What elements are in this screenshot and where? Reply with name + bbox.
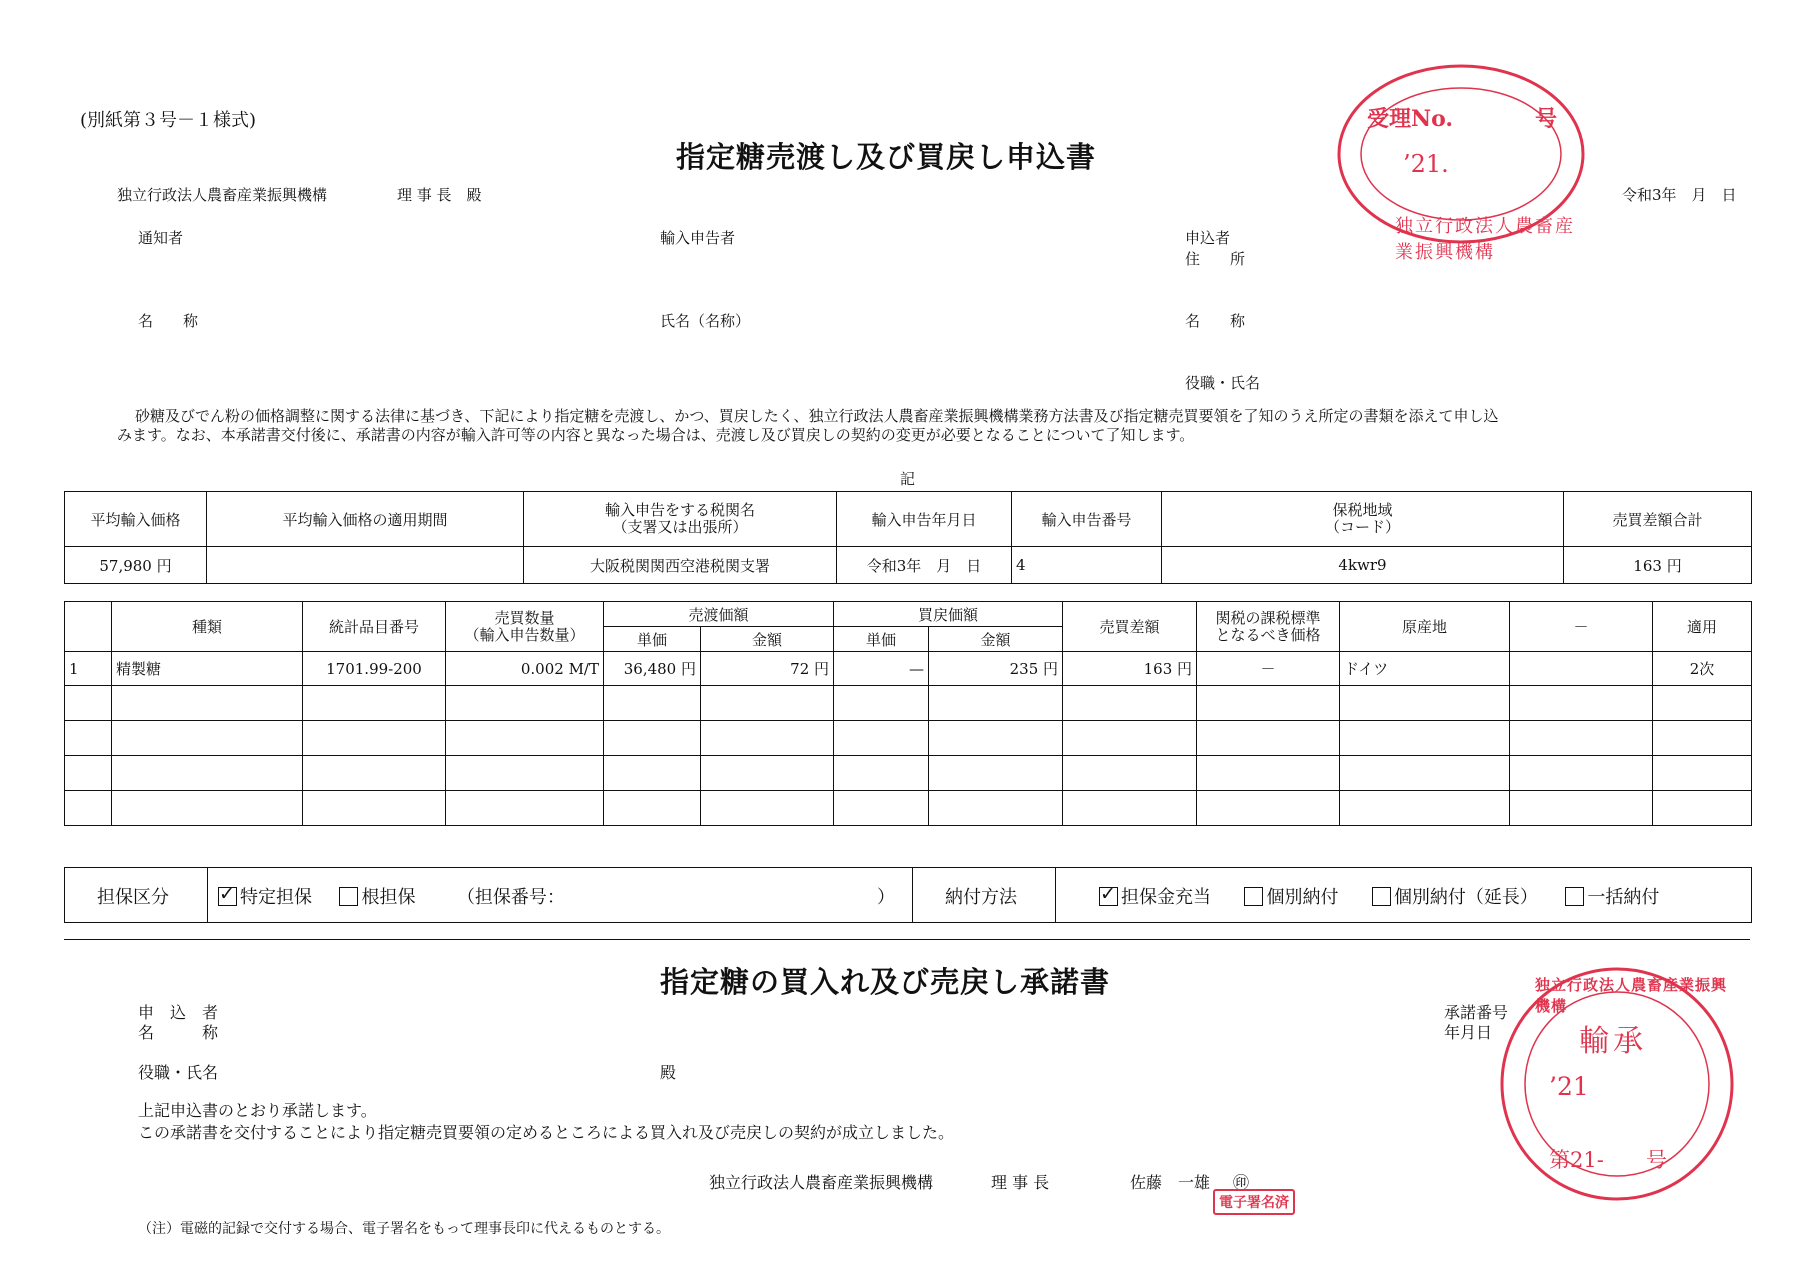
form-label: (別紙第３号－１様式) xyxy=(80,110,257,131)
acceptance-name-label: 名 称 xyxy=(138,1023,219,1042)
items-header-row-1 xyxy=(65,602,1752,627)
items-header-qty xyxy=(446,602,604,652)
addressee-org: 独立行政法人農畜産業振興機構 xyxy=(117,186,328,204)
summary-customs: 大阪税関関西空港税関支署 xyxy=(524,547,837,584)
summary-header-customs xyxy=(524,492,837,547)
applicant-name-label: 名 称 xyxy=(1185,312,1246,330)
payment-individual-checkbox[interactable] xyxy=(1244,887,1263,906)
payment-bulk-checkbox[interactable] xyxy=(1565,887,1584,906)
summary-period xyxy=(207,547,524,584)
divider xyxy=(1055,868,1056,922)
reception-go: 号 xyxy=(1535,106,1558,132)
payment-options xyxy=(1099,883,1659,909)
item-code: 1701.99-200 xyxy=(303,652,446,686)
ki-label: 記 xyxy=(900,470,916,488)
collateral-specific-checkbox[interactable] xyxy=(218,887,237,906)
summary-number: 4 xyxy=(1012,547,1162,584)
payment-deposit-label: 担保金充当 xyxy=(1121,887,1211,908)
items-header-sell-unit: 単価 xyxy=(604,627,701,652)
approval-stamp-center: 輸承 xyxy=(1579,1024,1647,1059)
item-qty: 0.002 M/T xyxy=(446,652,604,686)
item-tax: － xyxy=(1197,652,1340,686)
table-row xyxy=(65,721,1752,756)
collateral-number-label: （担保番号： xyxy=(456,887,565,908)
summary-table xyxy=(64,491,1752,584)
table-row xyxy=(65,756,1752,791)
section-divider xyxy=(64,939,1750,940)
item-sell-amount: 72 円 xyxy=(701,652,834,686)
summary-header-bonded-line1: 保税地域 xyxy=(1332,501,1393,519)
table-row xyxy=(65,791,1752,826)
approval-stamp-ring-text: 独立行政法人農畜産業振興機構 xyxy=(1535,976,1728,1015)
footnote: （注）電磁的記録で交付する場合、電子署名をもって理事長印に代えるものとする。 xyxy=(138,1221,670,1237)
intro-text-line2: みます。なお、本承諾書交付後に、承諾書の内容が輸入許可等の内容と異なった場合は、売渡し及び買戻しの契約の変更が必要となることについて了知します。 xyxy=(117,426,1195,444)
item-diff: 163 円 xyxy=(1063,652,1197,686)
item-buy-unit: — xyxy=(834,652,929,686)
items-header-type: 種類 xyxy=(112,602,303,652)
acceptance-dono: 殿 xyxy=(660,1063,677,1082)
summary-header-customs-line2: （支署又は出張所） xyxy=(612,518,748,536)
acceptance-text-1: 上記申込書のとおり承諾します。 xyxy=(138,1101,377,1120)
items-header-code: 統計品目番号 xyxy=(303,602,446,652)
items-header-tax-line1: 関税の課税標準 xyxy=(1215,608,1321,627)
acceptance-text-2: この承諾書を交付することにより指定糖売買要領の定めるところによる買入れ及び売戻しの契約が成立しました。 xyxy=(138,1123,955,1142)
seal-mark: ㊞ xyxy=(1233,1173,1250,1192)
items-header-buy-amount: 金額 xyxy=(929,627,1063,652)
notifier-name-label: 名 称 xyxy=(138,312,199,330)
summary-date: 令和3年 月 日 xyxy=(837,547,1012,584)
table-row xyxy=(65,652,1752,686)
items-header-tax xyxy=(1197,602,1340,652)
addressee-title: 理 事 長 殿 xyxy=(397,186,482,204)
acceptance-position-label: 役職・氏名 xyxy=(138,1063,219,1082)
payment-bulk-label: 一括納付 xyxy=(1587,887,1660,908)
importer-name-label: 氏名（名称） xyxy=(660,312,751,330)
payment-individual-ext-checkbox[interactable] xyxy=(1372,887,1391,906)
items-header-diff: 売買差額 xyxy=(1063,602,1197,652)
acceptance-applicant-label: 申 込 者 xyxy=(138,1003,219,1022)
summary-header-period: 平均輸入価格の適用期間 xyxy=(207,492,524,547)
e-signature-stamp: 電子署名済 xyxy=(1213,1189,1295,1215)
importer-label: 輸入申告者 xyxy=(660,229,736,247)
item-type: 精製糖 xyxy=(112,652,303,686)
reception-ring-text: 独立行政法人農畜産業振興機構 xyxy=(1395,216,1575,263)
approval-stamp-year: ’21 xyxy=(1549,1072,1589,1101)
item-apply: 2次 xyxy=(1653,652,1752,686)
application-date: 令和3年 月 日 xyxy=(1622,186,1737,204)
acceptance-title: 指定糖の買入れ及び売戻し承諾書 xyxy=(660,965,1111,999)
approval-no-label: 承諾番号 xyxy=(1444,1003,1509,1022)
summary-total: 163 円 xyxy=(1564,547,1752,584)
collateral-root-label: 根担保 xyxy=(361,887,416,908)
signer-org: 独立行政法人農畜産業振興機構 xyxy=(709,1173,934,1192)
items-table xyxy=(64,601,1752,826)
collateral-specific-label: 特定担保 xyxy=(240,887,312,908)
payment-individual-label: 個別納付 xyxy=(1266,887,1339,908)
summary-header-customs-line1: 輸入申告をする税関名 xyxy=(604,501,755,519)
summary-header-number: 輸入申告番号 xyxy=(1012,492,1162,547)
page-title: 指定糖売渡し及び買戻し申込書 xyxy=(676,140,1097,174)
divider xyxy=(912,868,913,922)
reception-year: ’21. xyxy=(1403,150,1449,178)
item-no: 1 xyxy=(65,652,112,686)
items-header-no xyxy=(65,602,112,652)
items-header-qty-line2: （輸入申告数量） xyxy=(464,625,585,644)
collateral-payment-box xyxy=(64,867,1752,923)
table-row xyxy=(65,686,1752,721)
signer-name: 佐藤 一雄 xyxy=(1130,1173,1211,1192)
summary-bonded: 4kwr9 xyxy=(1162,547,1564,584)
items-header-sell: 売渡価額 xyxy=(604,602,834,627)
summary-header-bonded xyxy=(1162,492,1564,547)
payment-individual-ext-label: 個別納付（延長） xyxy=(1393,887,1538,908)
item-origin: ドイツ xyxy=(1340,652,1510,686)
collateral-options xyxy=(218,883,565,909)
applicant-position-label: 役職・氏名 xyxy=(1185,374,1261,392)
approval-stamp xyxy=(1497,964,1737,1204)
items-header-apply: 適用 xyxy=(1653,602,1752,652)
summary-header-row xyxy=(65,492,1752,547)
items-header-buy: 買戻価額 xyxy=(834,602,1063,627)
payment-deposit-checkbox[interactable] xyxy=(1099,887,1118,906)
approval-date-label: 年月日 xyxy=(1444,1023,1493,1042)
items-header-tax-line2: となるべき価格 xyxy=(1215,625,1321,644)
summary-avg-price: 57,980 円 xyxy=(65,547,207,584)
collateral-number-close: ） xyxy=(877,887,895,908)
approval-stamp-no: 第21- 号 xyxy=(1549,1148,1667,1172)
item-sell-unit: 36,480 円 xyxy=(604,652,701,686)
reception-no-label: 受理No. xyxy=(1367,106,1454,132)
collateral-label: 担保区分 xyxy=(97,887,169,908)
intro-text-line1: 砂糖及びでん粉の価格調整に関する法律に基づき、下記により指定糖を売渡し、かつ、買戻したく、独立行政法人農畜産業振興機構業務方法書及び指定糖売買要領を了知のうえ所定の書類を添えて申し込 xyxy=(135,407,1499,425)
applicant-label: 申込者 xyxy=(1185,229,1231,247)
collateral-root-checkbox[interactable] xyxy=(339,887,358,906)
divider xyxy=(207,868,208,922)
summary-header-total: 売買差額合計 xyxy=(1564,492,1752,547)
summary-header-date: 輸入申告年月日 xyxy=(837,492,1012,547)
reception-stamp xyxy=(1335,62,1587,263)
applicant-address-label: 住 所 xyxy=(1185,250,1246,268)
items-header-qty-line1: 売買数量 xyxy=(494,608,555,627)
items-header-origin: 原産地 xyxy=(1340,602,1510,652)
notifier-label: 通知者 xyxy=(138,229,184,247)
summary-value-row xyxy=(65,547,1752,584)
items-header-sell-amount: 金額 xyxy=(701,627,834,652)
items-header-buy-unit: 単価 xyxy=(834,627,929,652)
payment-label: 納付方法 xyxy=(945,887,1017,908)
items-header-dash: － xyxy=(1510,602,1653,652)
item-buy-amount: 235 円 xyxy=(929,652,1063,686)
summary-header-avg-price: 平均輸入価格 xyxy=(65,492,207,547)
item-blank xyxy=(1510,652,1653,686)
summary-header-bonded-line2: （コード） xyxy=(1324,518,1400,536)
signer-title: 理 事 長 xyxy=(991,1173,1050,1192)
